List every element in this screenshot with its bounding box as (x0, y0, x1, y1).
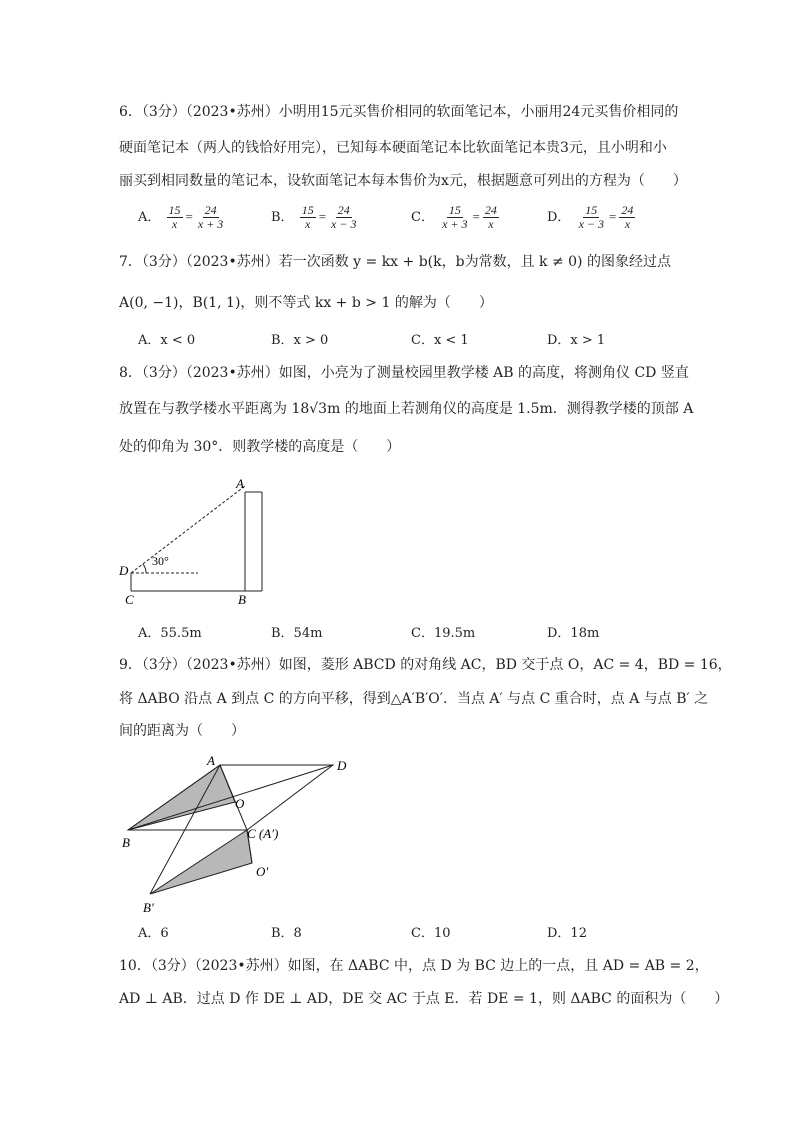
q9-label-b-prime: B′ (143, 900, 154, 915)
q8-figure (110, 470, 280, 610)
q9-option-c[interactable]: C．10 (411, 926, 451, 941)
q8-label-a: A (236, 476, 244, 491)
q9-line-2: 将 ΔABO 沿点 A 到点 C 的方向平移，得到△A′B′O′．当点 A′ 与点 C 重合时，点 A 与点 B′ 之 (119, 691, 709, 707)
q9-label-c: C (A′) (247, 826, 279, 841)
q7-line-1: 7．（3分）（2023•苏州）若一次函数 y = kx + b(k，b为常数，且 k ≠ 0) 的图象经过点 (119, 254, 671, 270)
q9-figure (115, 750, 365, 920)
q6-option-c[interactable]: C． $\frac{15}{x + 3}$ = $\frac{24}{x}$ (411, 203, 497, 231)
q6-line-2: 硬面笔记本（两人的钱恰好用完），已知每本硬面笔记本比软面笔记本贵3元，且小明和小 (119, 140, 667, 156)
q9-option-d[interactable]: D．12 (547, 926, 587, 941)
q9-label-a: A (207, 753, 215, 768)
q8-label-angle: 30° (152, 554, 169, 568)
q6-line-1: 6．（3分）（2023•苏州）小明用15元买售价相同的软面笔记本，小丽用24元买售价相同的 (119, 104, 679, 120)
q8-line-2: 放置在与教学楼水平距离为 18√3m 的地面上若测角仪的高度是 1.5m．测得教学楼的顶部 A (119, 401, 694, 417)
q9-label-o: O (235, 796, 245, 811)
q8-option-a[interactable]: A．55.5m (138, 626, 202, 641)
q9-label-o-prime: O′ (256, 864, 269, 879)
q6-option-b[interactable]: B． $\frac{15}{x}$ = $\frac{24}{x - 3}$ (271, 203, 357, 231)
q9-line-1: 9．（3分）（2023•苏州）如图，菱形 ABCD 的对角线 AC，BD 交于点 O，AC = 4，BD = 16， (119, 657, 732, 673)
q7-option-d[interactable]: D．x > 1 (547, 333, 606, 348)
q8-option-c[interactable]: C．19.5m (411, 626, 476, 641)
q9-label-d: D (337, 758, 347, 773)
q7-line-2: A(0, −1)，B(1, 1)，则不等式 kx + b > 1 的解为（ ） (119, 295, 493, 311)
q10-line-1: 10．（3分）（2023•苏州）如图，在 ΔABC 中，点 D 为 BC 边上的一点，且 AD = AB = 2， (119, 958, 709, 974)
q8-label-d: D (119, 563, 129, 578)
q8-label-b: B (238, 592, 246, 607)
q6-option-d[interactable]: D． $\frac{15}{x - 3}$ = $\frac{24}{x}$ (547, 203, 634, 231)
q6-line-3: 丽买到相同数量的笔记本，设软面笔记本每本售价为x元，根据题意可列出的方程为（ ） (119, 173, 687, 189)
q8-line-1: 8．（3分）（2023•苏州）如图，小亮为了测量校园里教学楼 AB 的高度，将测角仪 CD 竖直 (119, 365, 689, 381)
q9-option-a[interactable]: A．6 (138, 926, 169, 941)
q8-option-b[interactable]: B．54m (271, 626, 323, 641)
q7-option-c[interactable]: C．x < 1 (411, 333, 469, 348)
q7-option-a[interactable]: A．x < 0 (138, 333, 196, 348)
q8-line-3: 处的仰角为 30°．则教学楼的高度是（ ） (119, 439, 401, 455)
q10-line-2: AD ⊥ AB．过点 D 作 DE ⊥ AD，DE 交 AC 于点 E．若 DE = 1，则 ΔABC 的面积为（ ） (119, 991, 729, 1007)
q7-option-b[interactable]: B．x > 0 (271, 333, 329, 348)
q8-label-c: C (125, 592, 134, 607)
q8-option-d[interactable]: D．18m (547, 626, 600, 641)
q6-option-a[interactable]: A． $\frac{15}{x}$ = $\frac{24}{x + 3}$ (138, 203, 224, 231)
q9-option-b[interactable]: B．8 (271, 926, 302, 941)
q9-label-b: B (122, 835, 130, 850)
q9-line-3: 间的距离为（ ） (119, 723, 245, 739)
